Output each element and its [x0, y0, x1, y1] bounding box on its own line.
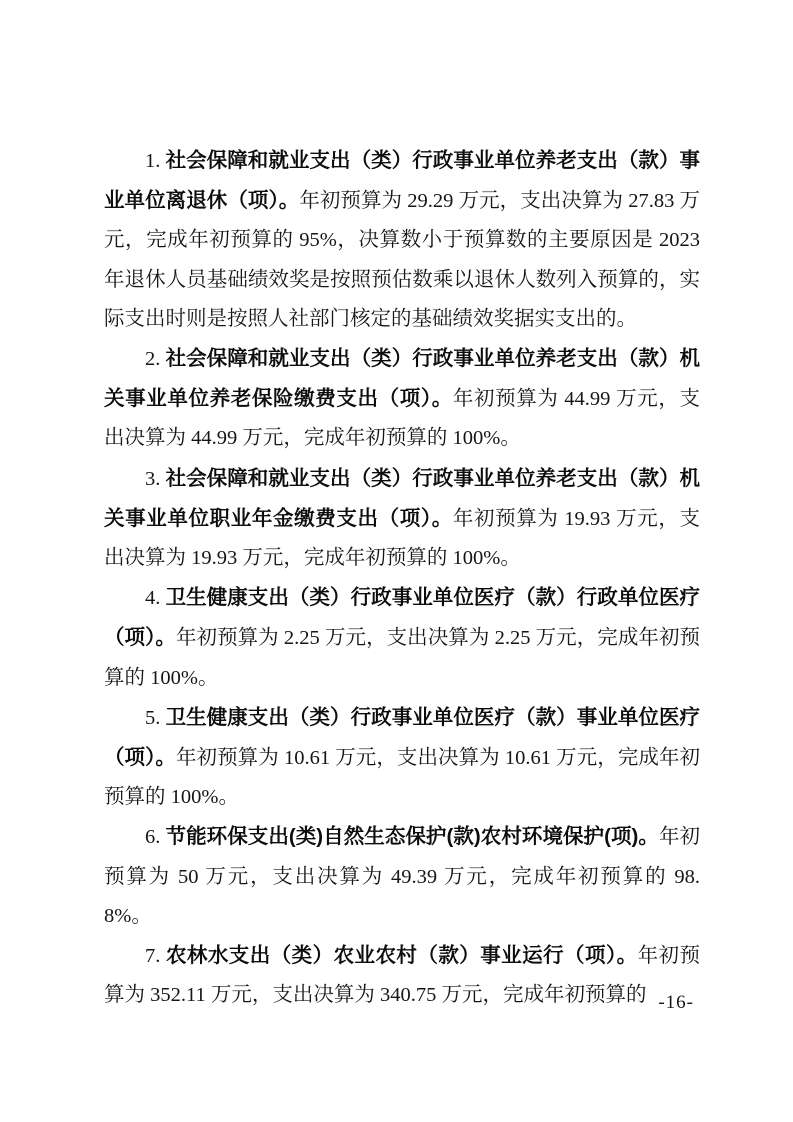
budget-item-title: 社会保障和就业支出（类）行政事业单位养老支出（款）机关事业单位养老保险缴费支出（项）。	[104, 347, 701, 411]
budget-paragraph-7	[104, 936, 700, 1015]
budget-item-title: 农林水支出（类）农业农村（款）事业运行（项）。	[165, 944, 638, 968]
budget-item-detail: 年初预算为 44.99 万元，支出决算为 44.99 万元，完成年初预算的 100%。	[104, 388, 700, 450]
document-body	[104, 141, 700, 1015]
paragraph-number: 3.	[145, 467, 166, 490]
budget-paragraph-4	[104, 578, 700, 698]
budget-paragraph-1	[104, 141, 700, 339]
budget-item-detail: 年初预算为 29.29 万元，支出决算为 27.83 万元，完成年初预算的 95%，决算数小于预算数的主要原因是 2023 年退休人员基础绩效奖是按照预估数乘以退休人数列入预算的，实际支出时则是按照人社部门核定的基础绩效奖据实支出的。	[104, 190, 701, 330]
paragraph-number: 1.	[145, 150, 166, 172]
budget-item-title: 节能环保支出(类)自然生态保护(款)农村环境保护(项)。	[165, 825, 659, 849]
page-number: -16-	[658, 992, 694, 1013]
budget-paragraph-3	[104, 459, 700, 579]
budget-item-title: 卫生健康支出（类）行政事业单位医疗（款）事业单位医疗（项）。	[104, 705, 701, 770]
budget-paragraph-5	[104, 698, 700, 818]
paragraph-number: 6.	[145, 826, 166, 849]
budget-paragraph-2	[104, 339, 700, 459]
budget-item-detail: 年初预算为 10.61 万元，支出决算为 10.61 万元，完成年初预算的 100%。	[104, 747, 701, 809]
budget-paragraph-6	[104, 817, 700, 936]
paragraph-number: 4.	[145, 587, 166, 610]
paragraph-number: 2.	[145, 348, 166, 371]
paragraph-number: 5.	[145, 706, 166, 729]
budget-item-detail: 年初预算为 19.93 万元，支出决算为 19.93 万元，完成年初预算的 100%。	[104, 507, 700, 570]
budget-item-detail: 年初预算为 352.11 万元，支出决算为 340.75 万元，完成年初预算的	[104, 945, 701, 1007]
budget-item-title: 社会保障和就业支出（类）行政事业单位养老支出（款）事业单位离退休（项）。	[104, 149, 701, 213]
paragraph-number: 7.	[145, 945, 166, 968]
budget-item-title: 卫生健康支出（类）行政事业单位医疗（款）行政单位医疗（项）。	[104, 586, 701, 650]
budget-item-detail: 年初预算为 50 万元，支出决算为 49.39 万元，完成年初预算的 98.8%。	[104, 826, 701, 927]
budget-item-detail: 年初预算为 2.25 万元，支出决算为 2.25 万元，完成年初预算的 100%。	[104, 627, 701, 689]
budget-item-title: 社会保障和就业支出（类）行政事业单位养老支出（款）机关事业单位职业年金缴费支出（项）。	[104, 466, 701, 530]
